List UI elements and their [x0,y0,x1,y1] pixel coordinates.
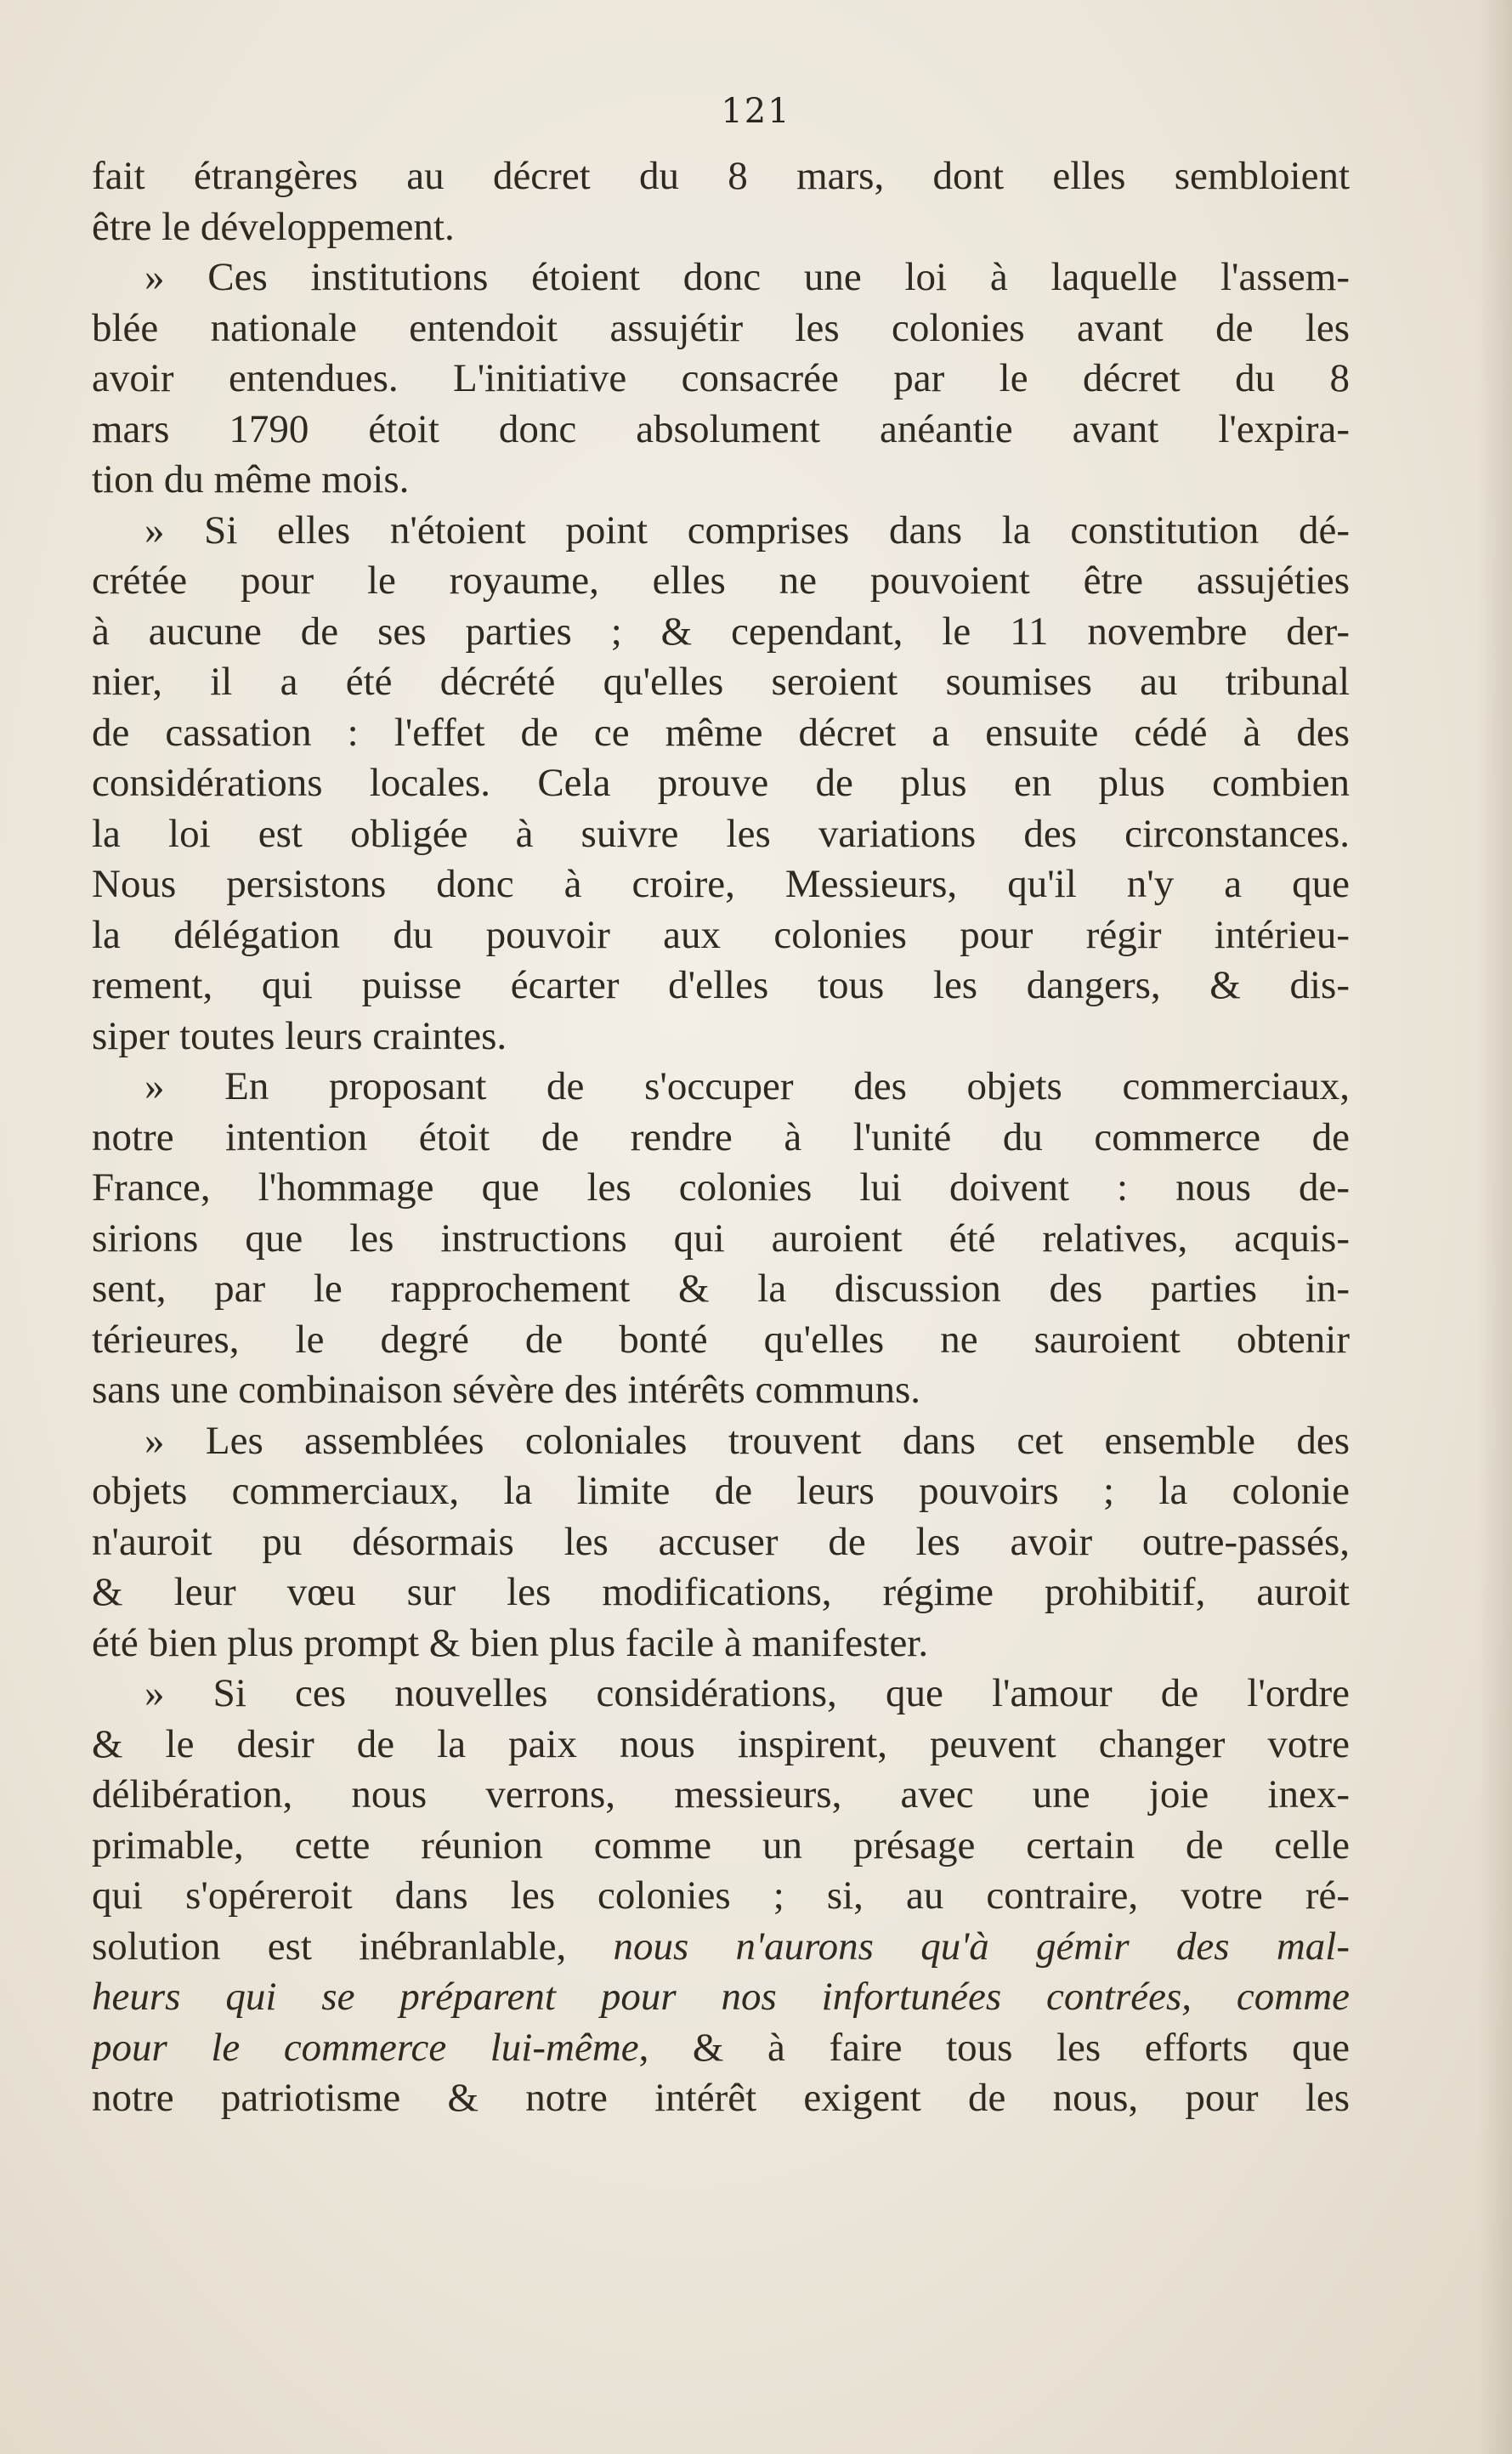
text-line: notre intention étoit de rendre à l'unité du commerce de [92,1114,1350,1159]
text-line: notre patriotisme & notre intérêt exigent de nous, pour les [92,2076,1350,2120]
italic-text: nous n'aurons qu'à gémir des mal- [613,1924,1350,1969]
italic-text: pour le commerce lui-même [92,2025,639,2070]
text-line: sirions que les instructions qui auroient été relatives, acquis- [92,1216,1350,1261]
text-line: sans une combinaison sévère des intérêts communs. [92,1368,921,1412]
roman-text: , & à faire tous les efforts que [638,2025,1350,2070]
text-line: considérations locales. Cela prouve de plus en plus combien [92,761,1350,805]
body-text [92,151,1350,2124]
text-line: délibération, nous verrons, messieurs, avec une joie inex- [92,1772,1350,1816]
text-line: la délégation du pouvoir aux colonies pour régir intérieu- [92,912,1350,957]
text-line: & le desir de la paix nous inspirent, peuvent changer votre [92,1721,1350,1766]
italic-text: heurs qui se préparent pour nos infortunées contrées, comme [92,1975,1350,2019]
text-line: tion du même mois. [92,457,410,502]
text-line: objets commerciaux, la limite de leurs pouvoirs ; la colonie [92,1469,1350,1513]
paragraph-start-line: » Si elles n'étoient point comprises dans la constitution dé- [144,507,1350,553]
paragraph-start-line: » Les assemblées coloniales trouvent dans cet ensemble des [144,1418,1350,1463]
text-line: avoir entendues. L'initiative consacrée par le décret du 8 [92,356,1350,400]
roman-text: solution est inébranlable, [92,1924,614,1969]
mixed-style-line [92,1972,1350,2023]
text-line: de cassation : l'effet de ce même décret a ensuite cédé à des [92,710,1350,755]
text-line: fait étrangères au décret du 8 mars, dont elles sembloient [92,154,1350,198]
text-line: n'auroit pu désormais les accuser de les avoir outre-passés, [92,1519,1350,1564]
text-line: être le développement. [92,204,455,249]
text-line: mars 1790 étoit donc absolument anéantie avant l'expira- [92,406,1350,451]
text-line: rement, qui puisse écarter d'elles tous les dangers, & dis- [92,963,1350,1007]
text-line: & leur vœu sur les modifications, régime prohibitif, auroit [92,1570,1350,1614]
text-line: été bien plus prompt & bien plus facile à manifester. [92,1620,929,1665]
paragraph-start-line: » Si ces nouvelles considérations, que l'amour de l'ordre [144,1671,1350,1715]
text-line: nier, il a été décrété qu'elles seroient soumises au tribunal [92,660,1350,704]
page-gutter-shadow [1478,0,1512,2454]
mixed-style-line [92,2023,1350,2074]
text-line: crétée pour le royaume, elles ne pouvoient être assujéties [92,558,1350,603]
text-line: térieures, le degré de bonté qu'elles ne sauroient obtenir [92,1317,1350,1362]
text-line: la loi est obligée à suivre les variations des circonstances. [92,811,1350,856]
text-line: blée nationale entendoit assujétir les colonies avant de les [92,305,1350,350]
page-number: 121 [721,92,791,131]
paragraph-start-line: » Ces institutions étoient donc une loi à laquelle l'assem- [144,255,1350,299]
paragraph-start-line: » En proposant de s'occuper des objets commerciaux, [144,1064,1350,1108]
text-line: Nous persistons donc à croire, Messieurs, qu'il n'y a que [92,862,1350,906]
text-line: France, l'hommage que les colonies lui doivent : nous de- [92,1165,1350,1210]
text-line: siper toutes leurs craintes. [92,1013,507,1058]
text-line: qui s'opéreroit dans les colonies ; si, au contraire, votre ré- [92,1873,1350,1918]
text-line: sent, par le rapprochement & la discussion des parties in- [92,1267,1350,1311]
mixed-style-line [92,1922,1350,1973]
text-line: à aucune de ses parties ; & cependant, le 11 novembre der- [92,609,1350,654]
text-line: primable, cette réunion comme un présage certain de celle [92,1822,1350,1867]
